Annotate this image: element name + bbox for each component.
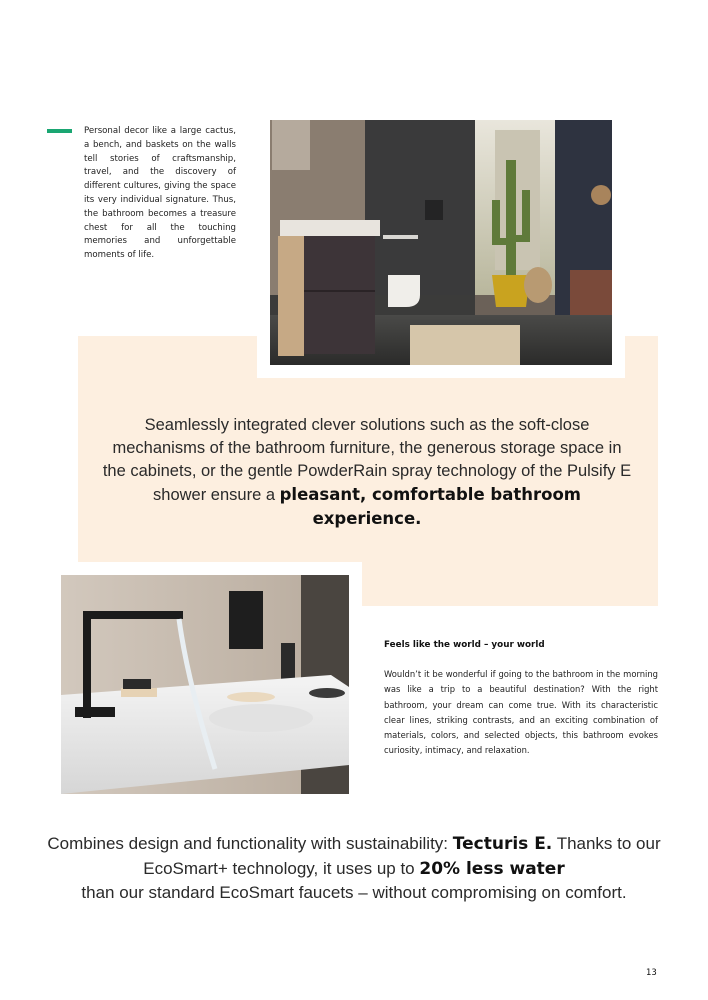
tagline-part3: than our standard EcoSmart faucets – without compromising on comfort. xyxy=(81,883,627,902)
section-title: Feels like the world – your world xyxy=(384,640,545,650)
tagline-saving: 20% less water xyxy=(419,858,565,879)
section-body: Wouldn’t it be wonderful if going to the bathroom in the morning was like a trip to a beautiful destination? With the right bathroom, your dream can come true. With its characteristic clear lines, striking contrasts, and an exciting combination of materials, colors, and selected objects, this bathroom evokes curiosity, intimacy, and relaxation. xyxy=(384,669,658,756)
tagline-part1: Combines design and functionality with sustainability: xyxy=(47,834,449,853)
quote-text: Seamlessly integrated clever solutions such as the soft-close mechanisms of the bathroom furniture, the generous storage space in the cabinets, or the gentle PowderRain spray technology of the Pulsify E shower ensure a xyxy=(102,416,632,504)
tagline xyxy=(40,832,668,905)
tagline-product: Tecturis E. xyxy=(452,834,553,854)
accent-bar xyxy=(47,129,72,133)
faucet-basin-photo xyxy=(61,575,349,794)
tagline-part2: Thanks to our EcoSmart+ technology, it uses up to xyxy=(143,834,661,878)
faucet-illustration xyxy=(61,575,349,794)
pull-quote xyxy=(100,414,634,531)
page-number: 13 xyxy=(646,968,657,978)
bathroom-interior-photo xyxy=(270,120,612,365)
quote-emphasis: pleasant, comfortable bathroom experience. xyxy=(279,485,581,528)
sidebar-note: Personal decor like a large cactus, a bench, and baskets on the walls tell stories of craftsmanship, travel, and the discovery of different cultures, giving the space its very individual signature. Thus, the bathroom becomes a treasure chest for all the touching memories and unforgettable moments of life. xyxy=(84,126,236,261)
bathroom-illustration xyxy=(270,120,612,365)
